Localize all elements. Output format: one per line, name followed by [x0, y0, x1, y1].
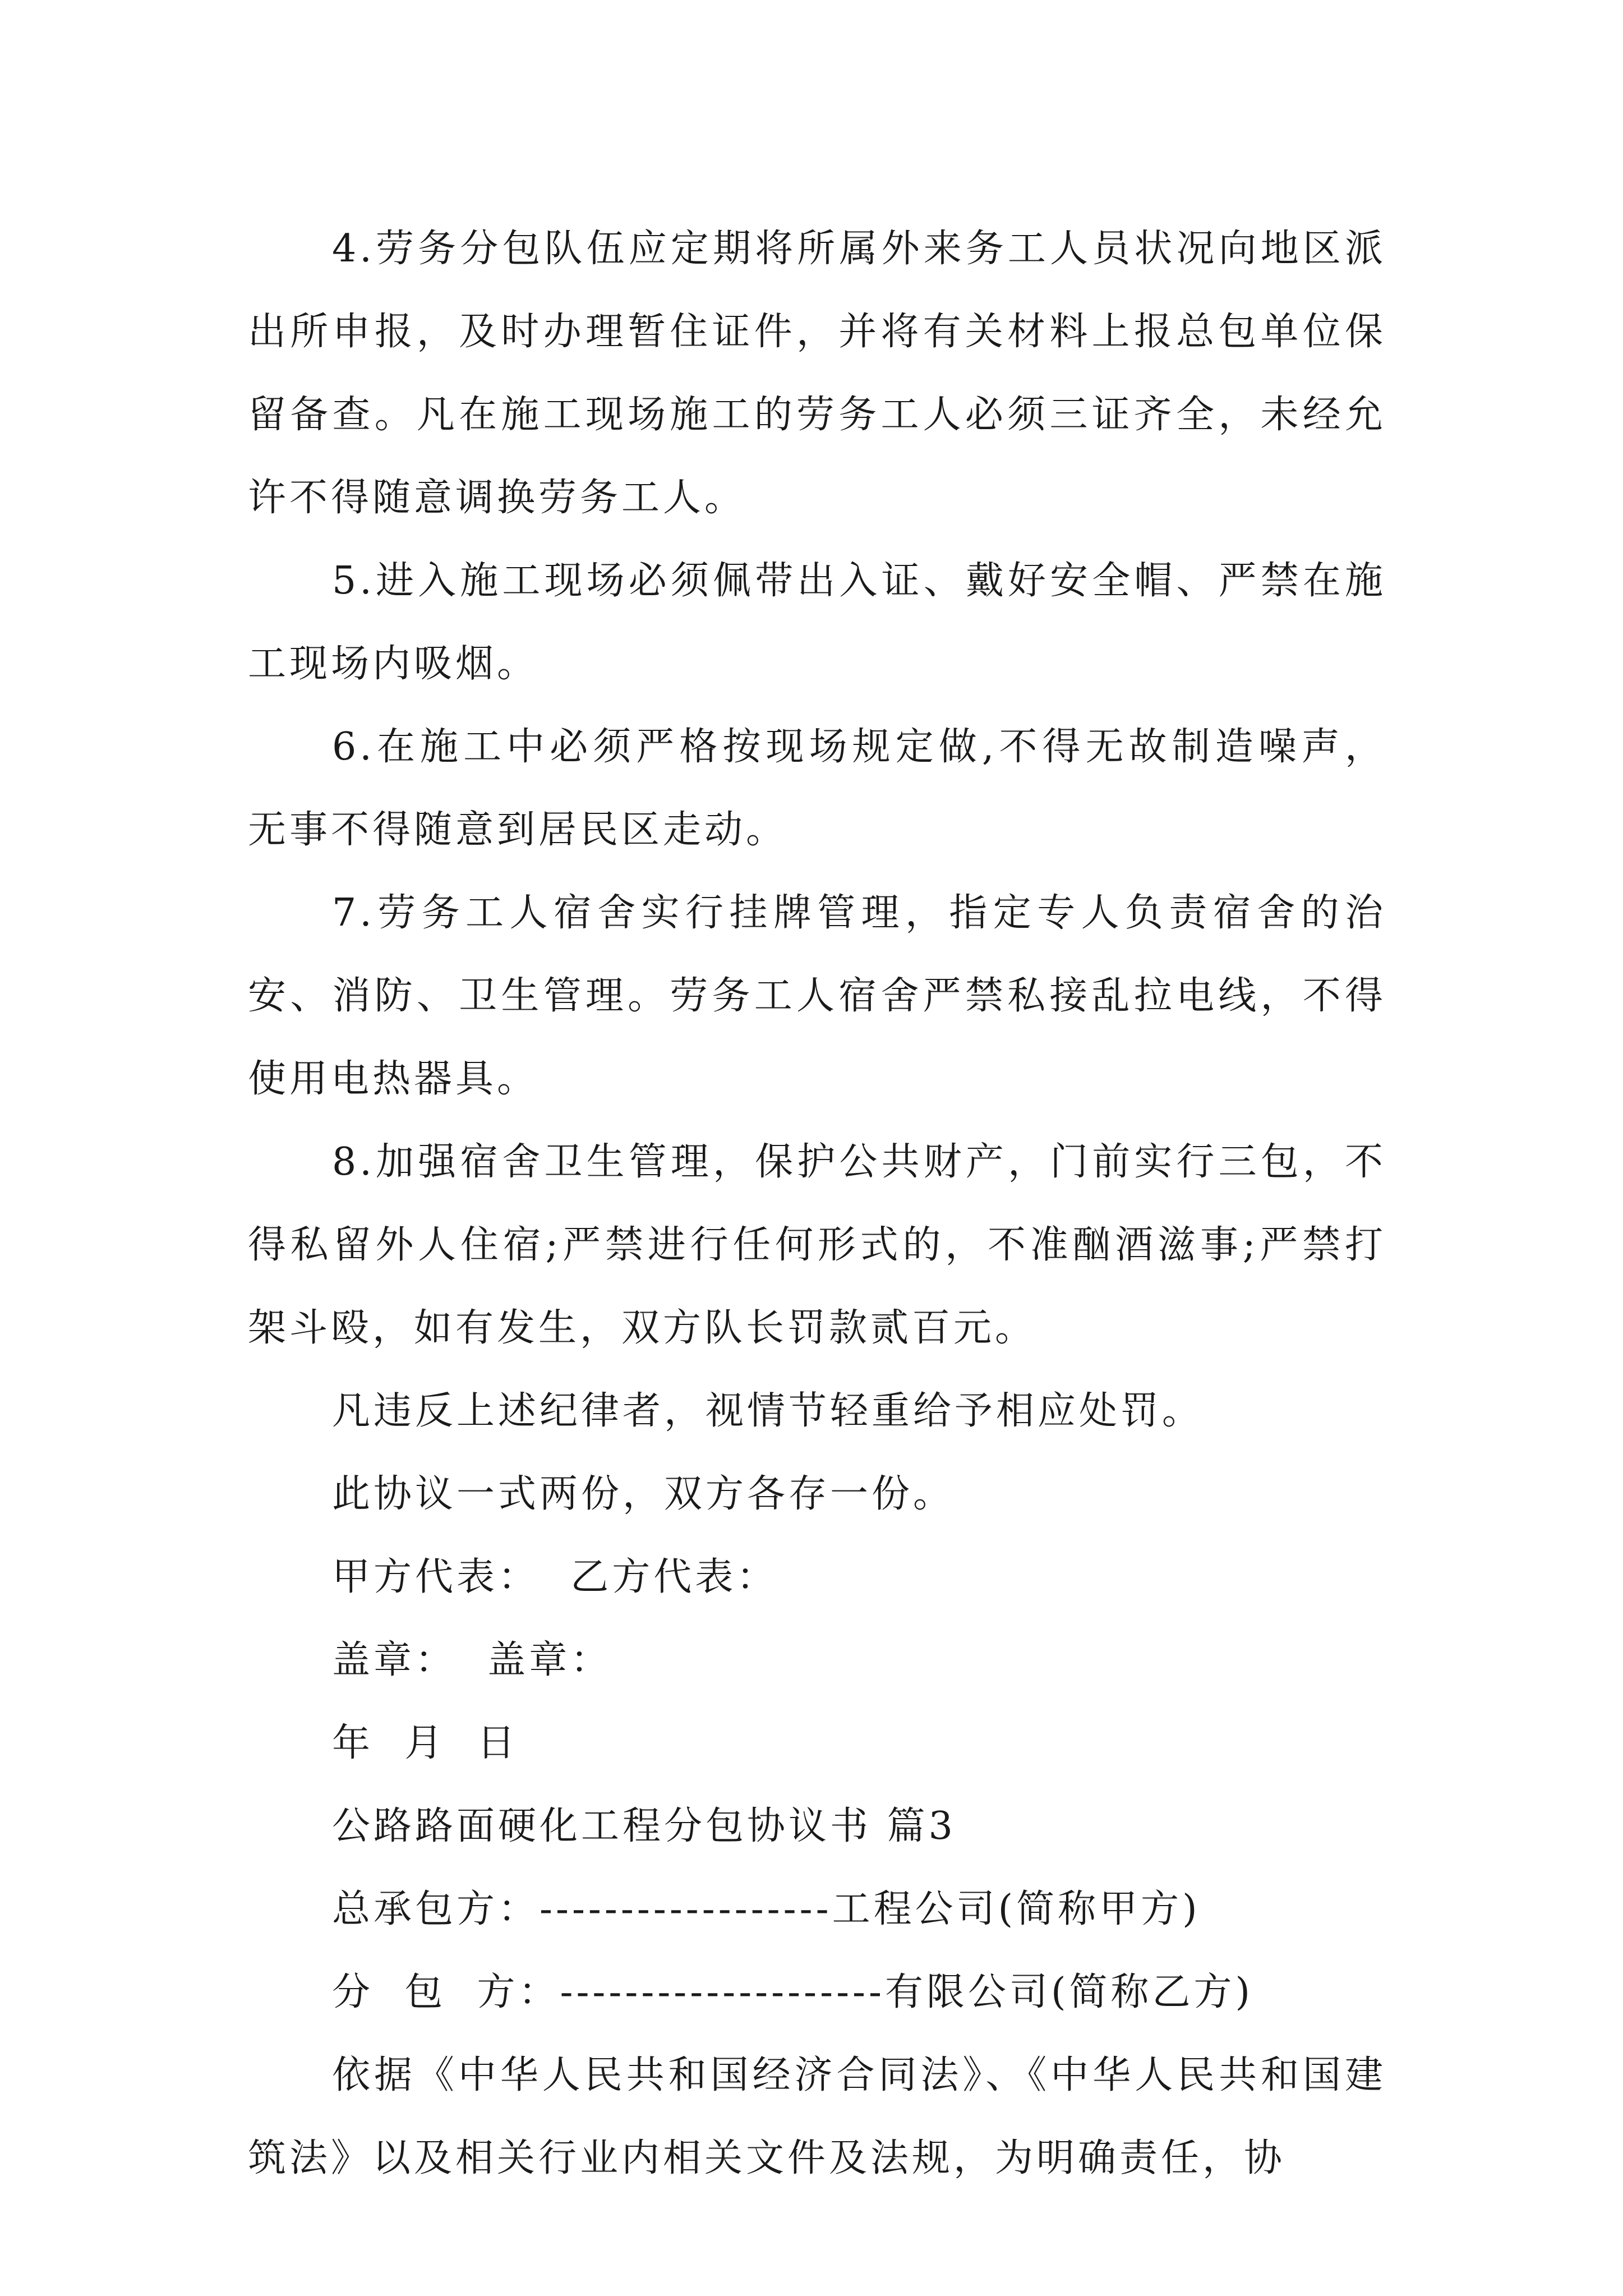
penalty-note: 凡违反上述纪律者，视情节轻重给予相应处罚。: [332, 1389, 1204, 1433]
document-body: [248, 208, 1386, 2200]
representatives-line: 甲方代表： 乙方代表：: [332, 1555, 778, 1599]
copies-note: 此协议一式两份，双方各存一份。: [332, 1472, 955, 1516]
clause-5: 5.进入施工现场必须佩带出入证、戴好安全帽、严禁在施工现场内吸烟。: [248, 559, 1386, 686]
clause-7: 7.劳务工人宿舍实行挂牌管理，指定专人负责宿舍的治安、消防、卫生管理。劳务工人宿舍严禁私接乱拉电线，不得使用电热器具。: [248, 891, 1386, 1101]
clause-8: 8.加强宿舍卫生管理，保护公共财产，门前实行三包，不得私留外人住宿;严禁进行任何形式的，不准酗酒滋事;严禁打架斗殴，如有发生，双方队长罚款贰百元。: [248, 1140, 1386, 1350]
date-line: 年 月 日: [332, 1721, 519, 1765]
clause-6: 6.在施工中必须严格按现场规定做,不得无故制造噪声，无事不得随意到居民区走动。: [248, 725, 1386, 852]
clause-4: 4.劳务分包队伍应定期将所属外来务工人员状况向地区派出所申报，及时办理暂住证件，并将有关材料上报总包单位保留备查。凡在施工现场施工的劳务工人必须三证齐全，未经允许不得随意调换劳务工人。: [248, 227, 1386, 520]
seals-line: 盖章： 盖章：: [332, 1638, 612, 1682]
contractor-line: 总承包方：------------------工程公司(简称甲方): [332, 1887, 1201, 1931]
intro-paragraph: 依据《中华人民共和国经济合同法》、《中华人民共和国建筑法》以及相关行业内相关文件及法规，为明确责任，协: [248, 2053, 1386, 2180]
subcontractor-line: 分 包 方：--------------------有限公司(简称乙方): [332, 1970, 1254, 2014]
section-title: 公路路面硬化工程分包协议书 篇3: [332, 1804, 956, 1848]
